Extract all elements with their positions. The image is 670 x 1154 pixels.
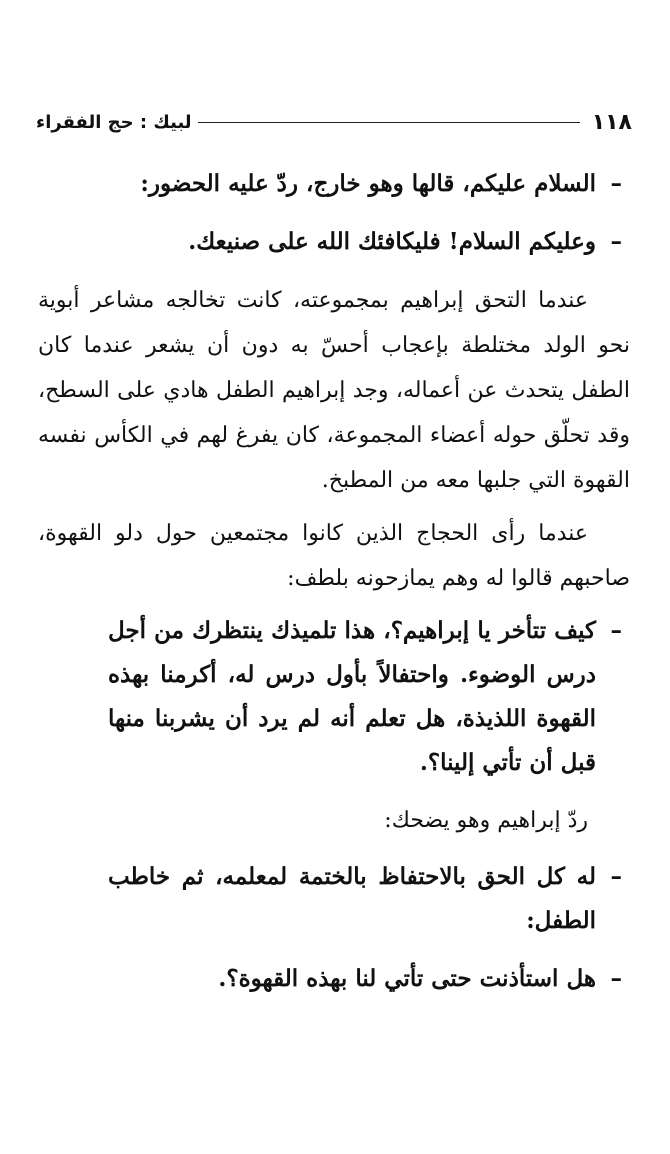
dialogue-text: السلام عليكم، قالها وهو خارج، ردّ عليه الحضور: [140,170,596,197]
dialogue-text: وعليكم السلام! فليكافئك الله على صنيعك. [188,228,596,255]
page-content [38,162,630,1015]
dialogue-dash: – [610,170,622,197]
page-number: ١١٨ [591,109,632,135]
paragraph-2: عندما رأى الحجاج الذين كانوا مجتمعين حول دلو القهوة، صاحبهم قالوا له وهم يمازحونه بلطف: [38,521,630,591]
dialogue-text: له كل الحق بالاحتفاظ بالختمة لمعلمه، ثم خاطب الطفل: [108,863,596,934]
header-rule [198,122,580,123]
dialogue-text: كيف تتأخر يا إبراهيم؟، هذا تلميذك ينتظرك من أجل درس الوضوء. واحتفالاً بأول درس له، أكرمنا بهذه القهوة اللذيذة، هل تعلم أنه لم يرد أن يشربنا منها قبل أن تأتي إلينا؟. [108,617,596,776]
dialogue-line-5 [108,957,630,1001]
paragraph-1: عندما التحق إبراهيم بمجموعته، كانت تخالجه مشاعر أبوية نحو الولد مختلطة بإعجاب أحسّ به دون أن يشعر عندما كان الطفل يتحدث عن أعماله، وجد إبراهيم الطفل هادي على السطح، وقد تحلّق حوله أعضاء المجموعة، كان يفرغ لهم في الكأس نفسه القهوة التي جلبها معه من المطبخ. [38,288,630,493]
dialogue-line-2 [38,220,630,264]
dialogue-dash: – [610,863,622,890]
narration-line: ردّ إبراهيم وهو يضحك: [384,808,588,833]
running-header [36,100,632,144]
dialogue-dash: – [610,965,622,992]
dialogue-line-3 [108,609,630,785]
book-title: لبيك : حج الفقراء [36,111,192,133]
dialogue-line-1 [108,162,630,206]
dialogue-text: هل استأذنت حتى تأتي لنا بهذه القهوة؟. [218,965,596,992]
dialogue-line-4 [108,855,630,943]
dialogue-dash: – [610,228,622,255]
dialogue-dash: – [610,617,622,644]
